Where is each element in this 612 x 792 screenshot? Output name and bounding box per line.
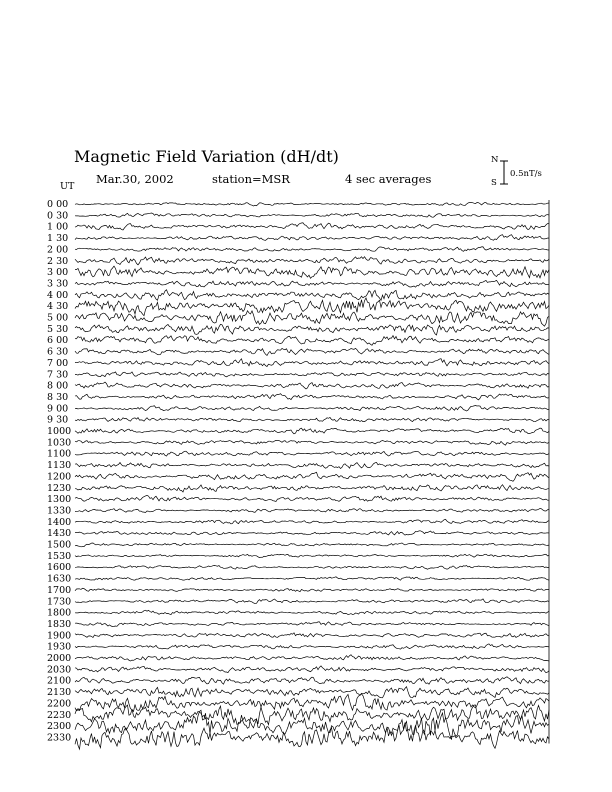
row-label: 0 00 — [47, 199, 69, 210]
row-label: 1230 — [47, 482, 72, 494]
trace-line — [75, 622, 549, 627]
row-label: 9 00 — [47, 403, 69, 415]
row-label: 1600 — [47, 562, 72, 574]
row-label: 2130 — [47, 687, 72, 699]
chart-averaging: 4 sec averages — [345, 172, 432, 186]
trace-line — [75, 677, 549, 684]
trace-line — [75, 509, 549, 513]
trace-line — [75, 710, 549, 739]
row-label: 1730 — [47, 596, 72, 608]
row-label: 4 30 — [47, 301, 69, 313]
scale-north-label: N — [491, 155, 499, 165]
trace-line — [75, 666, 549, 673]
trace-line — [75, 599, 549, 604]
row-label: 1630 — [47, 573, 72, 585]
row-label: 1900 — [47, 630, 72, 642]
trace-line — [75, 336, 549, 346]
row-label: 3 30 — [47, 278, 69, 290]
row-label: 4 00 — [47, 289, 69, 301]
row-label: 2100 — [47, 675, 72, 687]
row-label: 5 00 — [47, 312, 69, 324]
trace-line — [75, 633, 549, 638]
trace-line — [75, 485, 549, 492]
row-label: 7 30 — [47, 369, 69, 381]
row-label: 1800 — [47, 607, 72, 619]
row-label: 2200 — [47, 698, 72, 710]
row-label: 1330 — [47, 505, 72, 517]
row-label: 1030 — [47, 437, 72, 449]
scale-south-label: S — [491, 178, 497, 188]
trace-line — [75, 554, 549, 557]
trace-line — [75, 372, 549, 377]
trace-line — [75, 406, 549, 412]
row-label: 8 30 — [47, 391, 69, 403]
trace-line — [75, 495, 549, 501]
trace-line — [75, 428, 549, 434]
row-label: 1930 — [47, 641, 72, 653]
trace-line — [75, 519, 549, 524]
trace-line — [75, 462, 549, 468]
trace-line — [75, 359, 549, 367]
row-label: 1830 — [47, 618, 72, 630]
trace-line — [75, 223, 549, 230]
row-label: 1430 — [47, 528, 72, 540]
row-label: 1500 — [47, 539, 72, 551]
row-label: 2 00 — [47, 244, 69, 256]
trace-line — [75, 324, 549, 335]
trace-line — [75, 577, 549, 580]
trace-line — [75, 644, 549, 649]
trace-rows — [47, 199, 549, 749]
row-label: 1 30 — [47, 233, 69, 245]
row-label: 1000 — [47, 426, 72, 437]
trace-line — [75, 213, 549, 217]
row-label: 1400 — [47, 516, 72, 528]
trace-line — [75, 257, 549, 265]
row-label: 2 30 — [47, 255, 69, 267]
row-label: 1700 — [47, 584, 72, 596]
trace-line — [75, 235, 549, 241]
trace-line — [75, 687, 549, 698]
trace-line — [75, 247, 549, 252]
trace-line — [75, 266, 549, 278]
row-label: 6 30 — [47, 346, 69, 358]
trace-line — [75, 440, 549, 445]
trace-line — [75, 418, 549, 422]
trace-line — [75, 655, 549, 661]
row-label: 8 00 — [47, 380, 69, 392]
trace-line — [75, 311, 549, 327]
chart-date: Mar.30, 2002 — [96, 172, 174, 186]
trace-line — [75, 290, 549, 301]
row-label: 1 00 — [47, 221, 69, 233]
row-label: 0 30 — [47, 210, 69, 222]
trace-line — [75, 472, 549, 481]
row-label: 2000 — [47, 653, 72, 664]
row-label: 1130 — [47, 460, 72, 472]
trace-line — [75, 451, 549, 456]
row-label: 6 00 — [47, 335, 69, 347]
trace-line — [75, 348, 549, 355]
y-axis-label: UT — [60, 181, 75, 192]
chart-station: station=MSR — [212, 172, 290, 186]
row-label: 7 00 — [47, 357, 69, 369]
chart-title: Magnetic Field Variation (dH/dt) — [74, 147, 339, 166]
trace-line — [75, 588, 549, 591]
scale-indicator — [491, 155, 542, 188]
row-label: 9 30 — [47, 414, 69, 426]
trace-line — [75, 382, 549, 389]
row-label: 2230 — [47, 709, 72, 721]
row-label: 2300 — [47, 721, 72, 733]
trace-line — [75, 298, 549, 316]
row-label: 1530 — [47, 550, 72, 562]
trace-line — [75, 531, 549, 535]
row-label: 2330 — [47, 732, 72, 744]
row-label: 2030 — [47, 664, 72, 676]
trace-line — [75, 543, 549, 547]
trace-line — [75, 394, 549, 400]
row-label: 1300 — [47, 494, 72, 506]
trace-line — [75, 280, 549, 287]
trace-line — [75, 202, 549, 206]
row-label: 3 00 — [47, 267, 69, 279]
trace-line — [75, 610, 549, 614]
trace-line — [75, 566, 549, 570]
row-label: 1100 — [47, 448, 72, 460]
row-label: 1200 — [47, 471, 72, 483]
scale-value-label: 0.5nT/s — [510, 169, 542, 179]
row-label: 5 30 — [47, 323, 69, 335]
